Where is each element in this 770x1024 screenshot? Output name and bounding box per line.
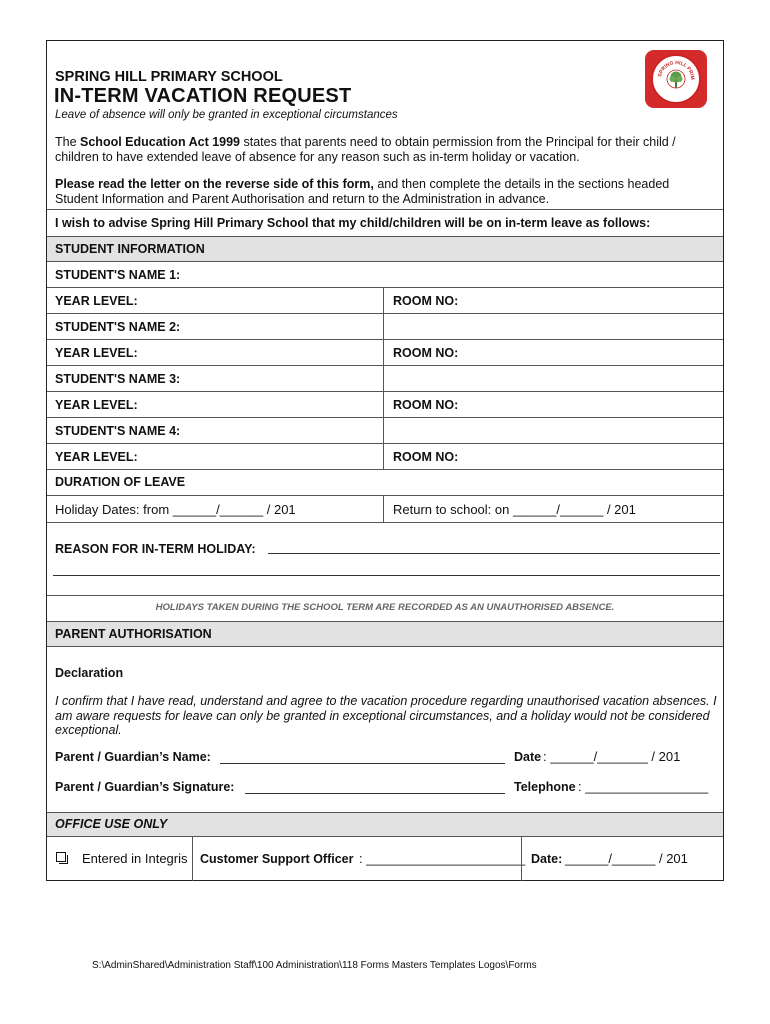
telephone-input[interactable]: : _________________	[578, 779, 709, 794]
duration-heading: DURATION OF LEAVE	[55, 475, 186, 489]
parent-signature-input[interactable]	[245, 793, 505, 794]
student-name-label: STUDENT'S NAME 4:	[55, 424, 181, 438]
date-input[interactable]: : ______/_______ / 201	[543, 749, 681, 764]
office-use-heading: OFFICE USE ONLY	[55, 817, 168, 831]
advise-statement: I wish to advise Spring Hill Primary School that my child/children will be on in-term leave as follows:	[55, 216, 651, 230]
tree-icon	[651, 54, 701, 104]
school-name: SPRING HILL PRIMARY SCHOOL	[55, 69, 283, 85]
parent-name-label: Parent / Guardian’s Name:	[55, 750, 211, 764]
support-officer-input[interactable]: : ______________________	[359, 851, 526, 866]
instructions-paragraph: Please read the letter on the reverse side of this form, and then complete the details in the sections headed Student Information and Parent Authorisation and return to the Administration in advance.	[55, 177, 670, 206]
reason-input-line-1[interactable]	[268, 553, 720, 554]
parent-name-input[interactable]	[220, 763, 505, 764]
holiday-dates-field[interactable]: Holiday Dates: from ______/______ / 201	[55, 502, 296, 517]
checkbox-shadow	[59, 855, 68, 864]
parent-signature-label: Parent / Guardian’s Signature:	[55, 780, 235, 794]
support-officer-label: Customer Support Officer	[200, 852, 354, 866]
svg-text:SPRING HILL PRIMARY SCHOOL: SPRING HILL PRIM	[657, 59, 696, 80]
declaration-title: Declaration	[55, 666, 124, 680]
room-no-label: ROOM NO:	[393, 398, 459, 412]
school-logo	[645, 50, 707, 108]
room-no-label: ROOM NO:	[393, 450, 459, 464]
form-subtitle: Leave of absence will only be granted in exceptional circumstances	[55, 109, 398, 121]
entered-in-integris-label: Entered in Integris	[82, 851, 188, 866]
form-title: IN-TERM VACATION REQUEST	[54, 85, 352, 107]
year-level-label: YEAR LEVEL:	[55, 450, 138, 464]
vacation-request-form	[46, 40, 724, 881]
room-no-label: ROOM NO:	[393, 294, 459, 308]
year-level-label: YEAR LEVEL:	[55, 346, 138, 360]
year-level-label: YEAR LEVEL:	[55, 294, 138, 308]
student-name-label: STUDENT'S NAME 1:	[55, 268, 181, 282]
office-date-input[interactable]: ______/______ / 201	[565, 851, 688, 866]
student-name-label: STUDENT'S NAME 2:	[55, 320, 181, 334]
student-info-heading: STUDENT INFORMATION	[55, 242, 205, 256]
date-label: Date	[514, 750, 542, 764]
student-name-label: STUDENT'S NAME 3:	[55, 372, 181, 386]
return-to-school-field[interactable]: Return to school: on ______/______ / 201	[393, 502, 636, 517]
unauthorised-absence-notice: HOLIDAYS TAKEN DURING THE SCHOOL TERM ARE RECORDED AS AN UNAUTHORISED ABSENCE.	[155, 602, 615, 613]
reason-label: REASON FOR IN-TERM HOLIDAY:	[55, 542, 256, 556]
year-level-label: YEAR LEVEL:	[55, 398, 138, 412]
telephone-label: Telephone	[514, 780, 576, 794]
reason-input-line-2[interactable]	[53, 575, 720, 576]
office-date-label: Date:	[531, 852, 563, 866]
file-path-footer: S:\AdminShared\Administration Staff\100 Administration\118 Forms Masters Templates Logos\Forms	[92, 960, 537, 971]
room-no-label: ROOM NO:	[393, 346, 459, 360]
parent-auth-heading: PARENT AUTHORISATION	[55, 627, 212, 641]
intro-paragraph: The School Education Act 1999 states that parents need to obtain permission from the Principal for their child / children to have extended leave of absence for any reason such as in-term holiday or vacation.	[55, 135, 676, 164]
declaration-text: I confirm that I have read, understand and agree to the vacation procedure regarding unauthorised vacation absences. I am aware requests for leave can only be granted in exceptional circumstances, and a holiday would not be considered exceptional.	[55, 694, 717, 737]
